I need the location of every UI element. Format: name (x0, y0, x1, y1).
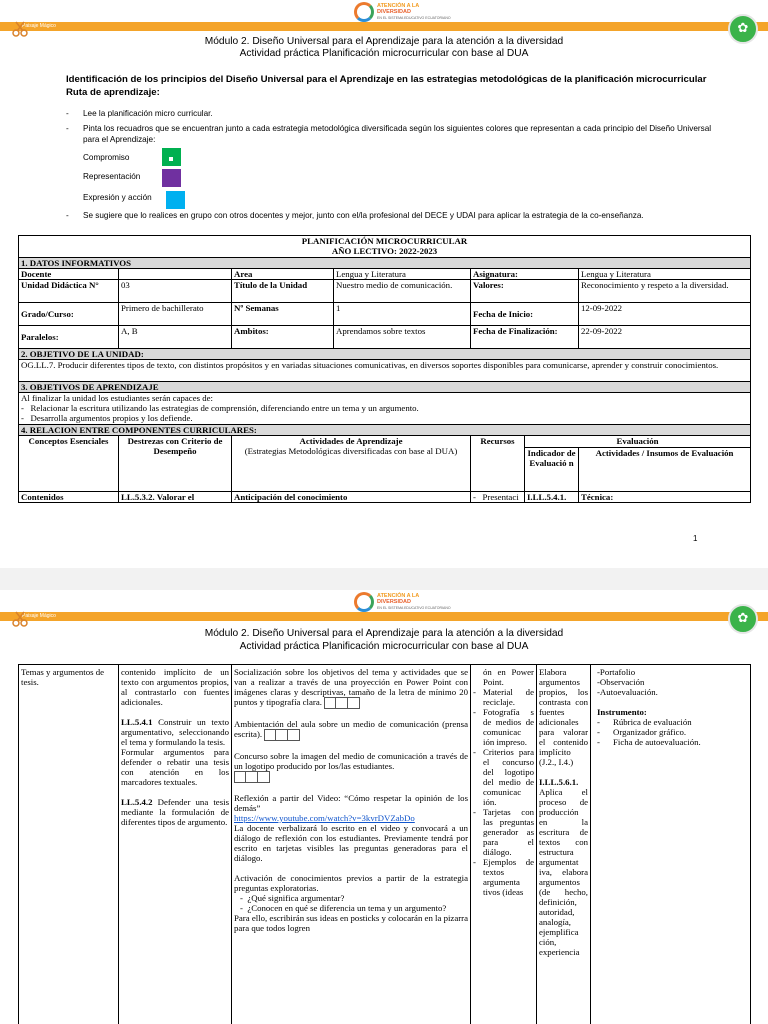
asignatura-label: Asignatura: (471, 269, 579, 280)
strategy-checkboxes[interactable] (324, 697, 360, 709)
recurso-item: - Fotografía s de medios de comunicac ión impreso. (473, 707, 534, 747)
plan-year: AÑO LECTIVO: 2022-2023 (331, 246, 438, 256)
activity-title-2: Actividad práctica Planificación microcurricular con base al DUA (239, 641, 529, 652)
recurso-item-text: Ejemplos de textos argumenta tivos (ideas (483, 857, 534, 897)
diversity-logo (354, 2, 451, 24)
logo-line-1: ATENCIÓN A LA (377, 593, 420, 599)
recurso-item: - Tarjetas con las preguntas generador as para el diálogo. (473, 807, 534, 857)
pregunta-2-text: ¿Conocen en qué se diferencia un tema y un argumento? (247, 903, 447, 913)
pregunta-2: - ¿Conocen en qué se diferencia un tema y un argumento? (240, 903, 447, 913)
bullet-dash-2: - (66, 124, 69, 133)
valores-label: Valores: (471, 280, 579, 303)
actividades-cell (232, 665, 471, 1024)
actividad-ambientacion: Ambientación del aula sobre un medio de comunicación (prensa escrita). (234, 719, 468, 740)
legend-label-compromiso: Compromiso (83, 153, 130, 162)
grado-value: Primero de bachillerato (119, 303, 232, 326)
destreza-paragraph-1: contenido implícito de un texto con argumentos propios, al contrastarlo con fuentes adicionales. (121, 667, 229, 707)
strategy-checkboxes[interactable] (234, 771, 270, 783)
objetivo-text: OG.LL.7. Producir diferentes tipos de texto, con distintos propósitos y en variadas situaciones comunicativas, en diversos soportes disponibles para comunicarse, aprender y construir conocimientos. (19, 360, 751, 382)
header-strip-2-text: Paisaje Mágico (22, 613, 56, 619)
header-strip-text: Paisaje Mágico (22, 23, 56, 29)
objetivo-item-2: - Desarrolla argumentos propios y los defiende. (21, 413, 193, 423)
docente-value (119, 269, 232, 280)
insumo-item: -Portafolio (597, 667, 636, 677)
video-link[interactable]: https://www.youtube.com/watch?v=3kvrDVZabDo (234, 813, 415, 823)
indicador-code: I.LL.5.6.1. (539, 777, 579, 787)
titulo-label: Título de la Unidad (232, 280, 334, 303)
instruction-1: Lee la planificación micro curricular. (83, 109, 213, 118)
logo-line-2: DIVERSIDAD (377, 599, 411, 605)
asignatura-value: Lengua y Literatura (579, 269, 751, 280)
scissors-icon (10, 609, 30, 629)
instrumento-item-text: Ficha de autoevaluación. (613, 737, 701, 747)
legend-label-expresion: Expresión y acción (83, 193, 152, 202)
actividad-reflexion: Reflexión a partir del Video: “Cómo respetar la opinión de los demás” (234, 793, 468, 813)
actividad-concurso: Concurso sobre la imagen del medio de comunicación a través de un logotipo producido por los/las estudiantes. (234, 751, 468, 771)
actividad-socializacion: Socialización sobre los objetivos del tema y actividades que se van a realizar a través de una proyección en Power Point con imágenes claras y descriptivas, tamaño de la letra de mínimo 20 puntos y tipografía clara. (234, 667, 468, 708)
legend-swatch-compromiso (162, 148, 181, 166)
col-actividades (232, 436, 471, 492)
route-heading: Ruta de aprendizaje: (66, 87, 160, 98)
bullet-dash-1: - (66, 109, 69, 118)
inicio-value: 12-09-2022 (579, 303, 751, 326)
instrumento-item: - Ficha de autoevaluación. (597, 737, 701, 747)
grado-label: Grado/Curso: (19, 303, 119, 326)
col-actividades-title: Actividades de Aprendizaje (299, 436, 403, 446)
fin-value: 22-09-2022 (579, 326, 751, 349)
plan-title: PLANIFICACIÓN MICROCURRICULAR (301, 236, 468, 246)
row-recurso: - Presentaci (471, 492, 525, 503)
paralelos-label: Paralelos: (19, 326, 119, 349)
actividad-activacion: Activación de conocimientos previos a partir de la estrategia preguntas exploratorias. (234, 873, 468, 893)
row-actividad: Anticipación del conocimiento (232, 492, 471, 503)
plan-title-cell (19, 236, 751, 258)
destreza-text-1: Construir un texto argumentativo, seleccionando el tema y formulando la tesis. (121, 717, 229, 747)
insumo-item: -Autoevaluación. (597, 687, 658, 697)
semanas-value: 1 (334, 303, 471, 326)
logo-ring-icon (354, 592, 374, 612)
destreza-code-2: LL.5.4.2 (121, 797, 153, 807)
recursos-list (473, 687, 534, 897)
objetivo-2-text: Desarrolla argumentos propios y los defiende. (30, 413, 193, 423)
bullet-dash-3: - (66, 211, 69, 220)
logo-line-3: EN EL SISTEMA EDUCATIVO ECUATORIANO (377, 16, 451, 20)
row-contenidos: Contenidos (19, 492, 119, 503)
objetivo-item-1: - Relacionar la escritura utilizando las estrategias de comprensión, diferenciando entre un tema y un argumento. (21, 403, 419, 413)
recurso-item-text: Criterios para el concurso del logotipo del medio de comunicac ión. (483, 747, 534, 807)
intro-heading: Identificación de los principios del Diseño Universal para el Aprendizaje en las estrategias metodológicas de la planificación microcurricular (66, 74, 707, 85)
recurso-item: - Material de reciclaje. (473, 687, 534, 707)
instrumento-label: Instrumento: (597, 707, 647, 717)
instrumento-list (593, 717, 748, 747)
area-value: Lengua y Literatura (334, 269, 471, 280)
paralelos-value: A, B (119, 326, 232, 349)
fin-label: Fecha de Finalización: (471, 326, 579, 349)
recurso-top: ón en Power Point. (483, 667, 534, 687)
unidad-label: Unidad Didáctica N° (19, 280, 119, 303)
section-3-header: 3. OBJETIVOS DE APRENDIZAJE (19, 382, 751, 393)
recurso-item: - Ejemplos de textos argumenta tivos (ideas (473, 857, 534, 897)
row-destreza: LL.5.3.2. Valorar el (119, 492, 232, 503)
row-indicador: I.LL.5.4.1. (525, 492, 579, 503)
destreza-paragraph-3: Formular argumentos para defender o rebatir una tesis con atención en los marcadores textuales. (121, 747, 229, 787)
diversity-logo-2 (354, 592, 451, 614)
module-title-2: Módulo 2. Diseño Universal para el Aprendizaje para la atención a la diversidad (204, 628, 564, 639)
destrezas-cell (119, 665, 232, 1024)
activity-title: Actividad práctica Planificación microcurricular con base al DUA (239, 48, 529, 59)
objetivos-intro: Al finalizar la unidad los estudiantes serán capaces de: (21, 393, 213, 403)
col-recursos: Recursos (471, 436, 525, 492)
logo-line-2: DIVERSIDAD (377, 9, 411, 15)
page-number: 1 (693, 534, 698, 543)
instrumento-item-text: Rúbrica de evaluación (613, 717, 692, 727)
insumos-cell (591, 665, 751, 1024)
area-label: Area (232, 269, 334, 280)
col-destrezas: Destrezas con Criterio de Desempeño (119, 436, 232, 492)
conceptos-cell: Temas y argumentos de tesis. (19, 665, 119, 1024)
unidad-value: 03 (119, 280, 232, 303)
logo-line-3: EN EL SISTEMA EDUCATIVO ECUATORIANO (377, 606, 451, 610)
instruction-3: Se sugiere que lo realices en grupo con otros docentes y mejor, junto con el/la profesional del DECE y UDAI para aplicar la estrategia de la co-enseñanza. (83, 211, 644, 220)
instrumento-item-text: Organizador gráfico. (613, 727, 687, 737)
indicador-paragraph-1: Elabora argumentos propios, los contrasta con fuentes adicionales para valorar el contenido implícito (J.2., I.4.) (539, 667, 588, 767)
destreza-code-1: LL.5.4.1 (121, 717, 153, 727)
col-actividades-sub: (Estrategias Metodológicas diversificadas con base al DUA) (244, 446, 458, 456)
row-recurso-text: Presentaci (482, 492, 519, 502)
col-indicador: Indicador de Evaluació n (525, 448, 579, 492)
recursos-cell (471, 665, 537, 1024)
titulo-value: Nuestro medio de comunicación. (334, 280, 471, 303)
planning-table-continued (18, 664, 751, 1024)
ambitos-value: Aprendamos sobre textos (334, 326, 471, 349)
legend-swatch-representacion (162, 169, 181, 187)
row-tecnica: Técnica: (579, 492, 751, 503)
strategy-checkboxes[interactable] (264, 729, 300, 741)
actividad-dialogo: La docente verbalizará lo escrito en el video y convocará a un diálogo de reflexión con los estudiantes. Previamente tendrá por escrito en tarjetas visibles las preguntas generadoras para el diálogo. (234, 823, 468, 863)
instrumento-item: - Rúbrica de evaluación (597, 717, 692, 727)
instruction-2: Pinta los recuadros que se encuentran junto a cada estrategia metodológica diversificada según los siguientes colores que representan a cada principio del Diseño Universal para el Aprendizaje: (83, 124, 712, 144)
insumo-item: -Observación (597, 677, 645, 687)
actividad-posticks: Para ello, escribirán sus ideas en posticks y colocarán en la pizarra para que todos logren (234, 913, 469, 933)
col-evaluacion: Evaluación (525, 436, 751, 448)
col-insumos: Actividades / Insumos de Evaluación (579, 448, 751, 492)
objetivo-1-text: Relacionar la escritura utilizando las estrategias de comprensión, diferenciando entre un tema y un argumento. (30, 403, 419, 413)
recurso-item-text: Fotografía s de medios de comunicac ión impreso. (483, 707, 534, 747)
section-4-header: 4. RELACION ENTRE COMPONENTES CURRICULARES: (19, 425, 751, 436)
section-2-header: 2. OBJETIVO DE LA UNIDAD: (19, 349, 751, 360)
objetivos-cell (19, 393, 751, 425)
legend-swatch-expresion (166, 191, 185, 209)
semanas-label: Nº Semanas (232, 303, 334, 326)
col-conceptos: Conceptos Esenciales (19, 436, 119, 492)
recurso-item-text: Material de reciclaje. (483, 687, 534, 707)
docente-label: Docente (19, 269, 119, 280)
ministry-badge-icon: ✿ (728, 14, 758, 44)
document-page-2 (0, 590, 768, 1024)
logo-line-1: ATENCIÓN A LA (377, 3, 420, 9)
indicador-paragraph-2: Aplica el proceso de producción en la escritura de textos con estructura argumentat iva, elabora argumentos (de hecho, definición, autoridad, analogía, ejemplifica ción, experiencia (539, 787, 588, 957)
inicio-label: Fecha de Inicio: (471, 303, 579, 326)
logo-ring-icon (354, 2, 374, 22)
recurso-item-text: Tarjetas con las preguntas generador as para el diálogo. (483, 807, 534, 857)
pregunta-1: - ¿Qué significa argumentar? (240, 893, 345, 903)
destreza-text-2: Defender una tesis mediante la formulación de diferentes tipos de argumento. (121, 797, 229, 827)
ministry-badge-icon: ✿ (728, 604, 758, 634)
indicador-cell (537, 665, 591, 1024)
valores-value: Reconocimiento y respeto a la diversidad. (579, 280, 751, 303)
planning-table (18, 235, 751, 503)
module-title: Módulo 2. Diseño Universal para el Aprendizaje para la atención a la diversidad (204, 36, 564, 47)
recurso-item: - Criterios para el concurso del logotipo del medio de comunicac ión. (473, 747, 534, 807)
legend-label-representacion: Representación (83, 172, 141, 181)
instrumento-item: - Organizador gráfico. (597, 727, 687, 737)
ambitos-label: Ambitos: (232, 326, 334, 349)
insumos-top (593, 667, 748, 697)
pregunta-1-text: ¿Qué significa argumentar? (247, 893, 345, 903)
section-1-header: 1. DATOS INFORMATIVOS (19, 258, 751, 269)
